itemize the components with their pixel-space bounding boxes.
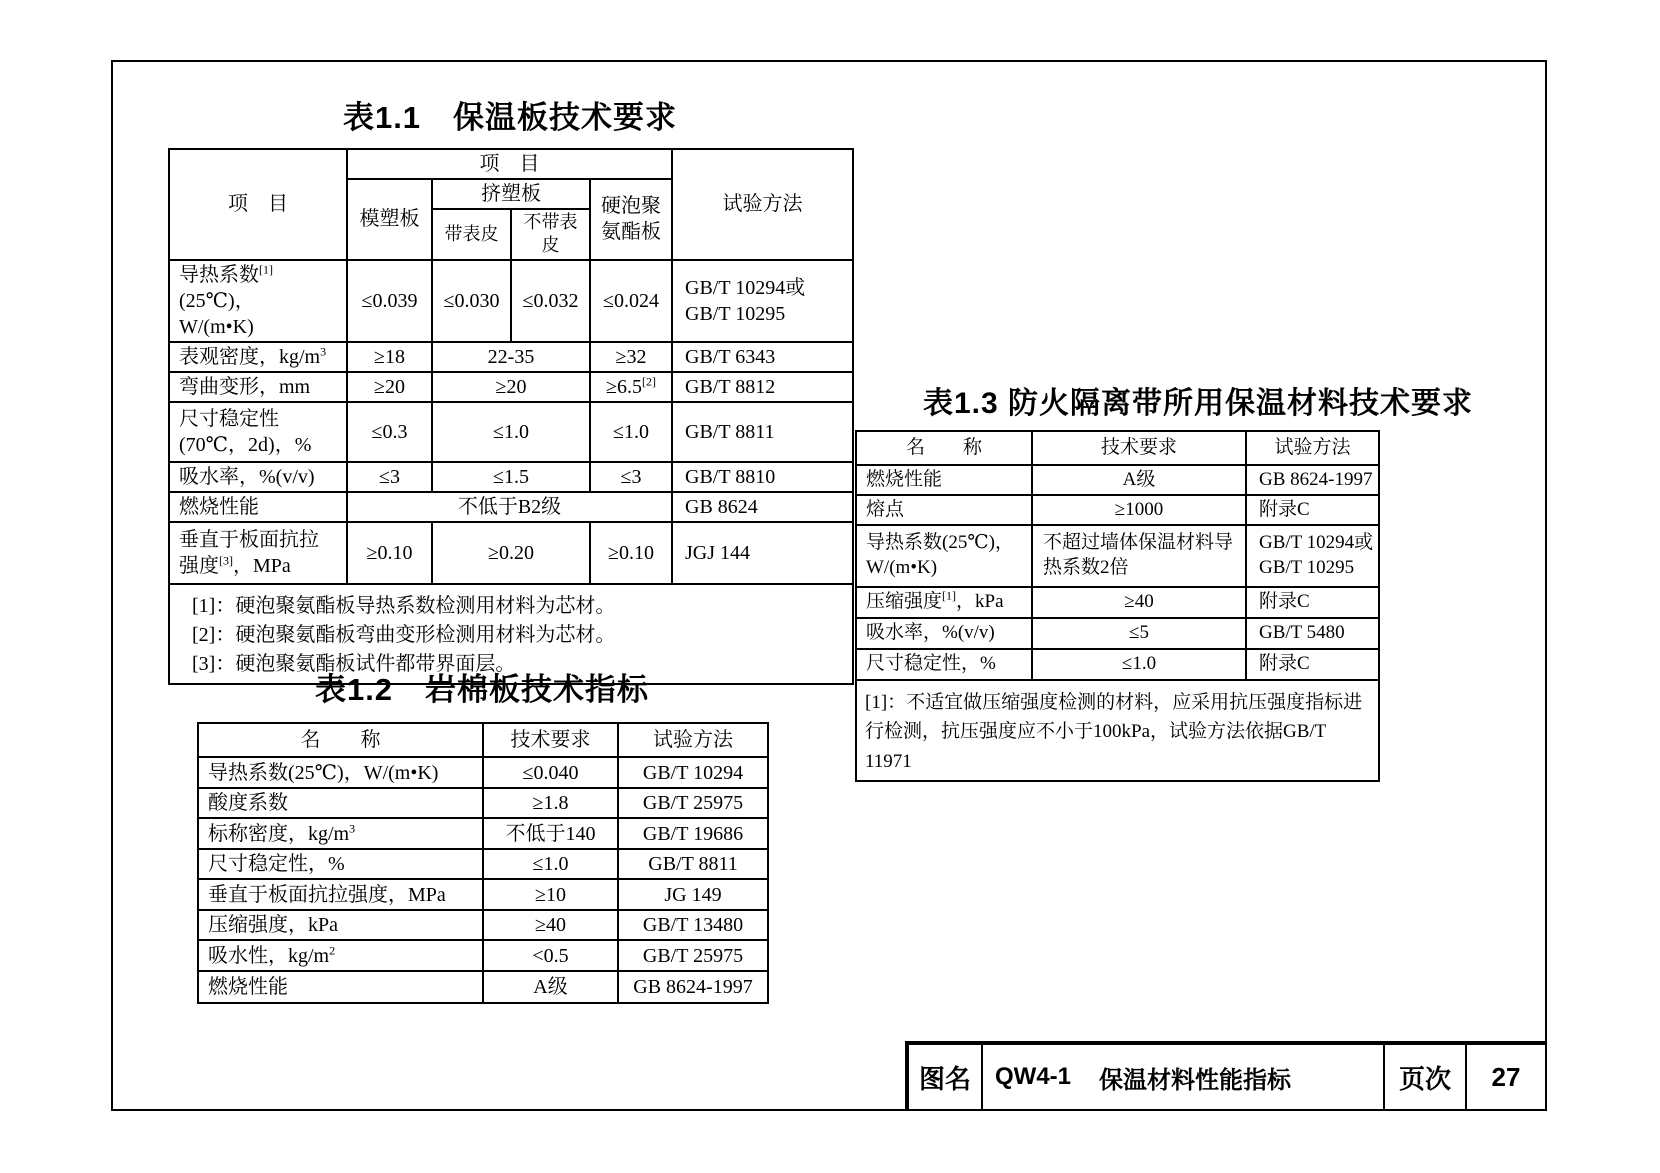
table-row — [198, 879, 768, 910]
table-row — [198, 757, 768, 788]
cell-method: GB/T 8811 — [618, 849, 768, 879]
col-header-name: 名 称 — [856, 431, 1032, 465]
table-row — [856, 465, 1379, 495]
cell-value: ≥32 — [590, 342, 672, 372]
table-row — [198, 818, 768, 849]
cell-value: ≥10 — [483, 879, 618, 910]
drawing-number: QW4-1 — [995, 1063, 1072, 1090]
table-1-3 — [855, 430, 1380, 782]
table-row — [169, 402, 853, 462]
cell-value: ≥18 — [347, 342, 432, 372]
cell-value: ≥20 — [347, 372, 432, 402]
cell-method: GB/T 8811 — [672, 402, 853, 462]
table-row — [856, 618, 1379, 649]
cell-name: 吸水率，%(v/v) — [169, 462, 347, 492]
cell-name: 尺寸稳定性，% — [856, 649, 1032, 680]
cell-method: GB 8624 — [672, 492, 853, 522]
cell-value: ≥0.10 — [590, 522, 672, 584]
table2-title: 表1.2 岩棉板技术指标 — [314, 672, 650, 707]
cell-value: ≤1.5 — [432, 462, 590, 492]
drawing-name-label: 图名 — [918, 1063, 971, 1094]
col-header-requirement: 技术要求 — [483, 723, 618, 757]
cell-name: 燃烧性能 — [169, 492, 347, 522]
cell-method: JG 149 — [618, 879, 768, 910]
cell-value: ≤5 — [1032, 618, 1246, 649]
cell-name: 垂直于板面抗拉强度，MPa — [198, 879, 483, 910]
table-row — [169, 462, 853, 492]
cell-method: GB 8624-1997 — [618, 971, 768, 1003]
cell-name: 尺寸稳定性，% — [198, 849, 483, 879]
footnote-1: [1]：硬泡聚氨酯板导热系数检测用材料为芯材。 — [192, 594, 616, 617]
cell-value: ≤1.0 — [590, 402, 672, 462]
footnote-line-2: 行检测，抗压强度应不小于100kPa，试验方法依据GB/T 11971 — [865, 721, 1326, 772]
table-row — [169, 492, 853, 522]
cell-method: JGJ 144 — [672, 522, 853, 584]
table-row — [169, 342, 853, 372]
cell-value: 22-35 — [432, 342, 590, 372]
col-header-method: 试验方法 — [672, 149, 853, 260]
table-row — [169, 149, 853, 179]
table-row — [169, 372, 853, 402]
cell-name: 酸度系数 — [198, 788, 483, 818]
table-row — [856, 587, 1379, 618]
drawing-title-cell — [981, 1045, 1383, 1109]
cell-value: ≤3 — [590, 462, 672, 492]
cell-name: 压缩强度，kPa — [198, 910, 483, 940]
cell-name: 燃烧性能 — [856, 465, 1032, 495]
cell-method: GB/T 10294或 GB/T 10295 — [672, 260, 853, 342]
table-row — [198, 910, 768, 940]
cell-value: ≤0.3 — [347, 402, 432, 462]
table-row — [198, 788, 768, 818]
table-1-2 — [197, 722, 769, 1004]
footnote-3: [3]：硬泡聚氨酯板试件都带界面层。 — [192, 652, 516, 675]
col-header-pu: 硬泡聚 氨酯板 — [590, 179, 672, 260]
cell-method: GB 8624-1997 — [1246, 465, 1379, 495]
col-header-moulded: 模塑板 — [347, 179, 432, 260]
col-header-with-skin: 带表皮 — [432, 209, 511, 260]
table-row — [198, 849, 768, 879]
footnote-line-1: [1]：不适宜做压缩强度检测的材料，应采用抗压强度指标进 — [865, 692, 1363, 713]
col-header-item-group: 项 目 — [347, 149, 672, 179]
col-header-name: 名 称 — [198, 723, 483, 757]
cell-method: GB/T 8812 — [672, 372, 853, 402]
cell-value: ≤0.040 — [483, 757, 618, 788]
cell-name: 导热系数(25℃)， W/(m•K) — [856, 525, 1032, 587]
table-row — [169, 522, 853, 584]
cell-value: ≤1.0 — [432, 402, 590, 462]
cell-method: GB/T 19686 — [618, 818, 768, 849]
cell-value: ≤0.032 — [511, 260, 590, 342]
cell-name: 弯曲变形，mm — [169, 372, 347, 402]
table-row — [856, 680, 1379, 781]
cell-value: ≥0.20 — [432, 522, 590, 584]
cell-value: <0.5 — [483, 940, 618, 971]
cell-value: ≥0.10 — [347, 522, 432, 584]
cell-name: 熔点 — [856, 495, 1032, 525]
cell-name: 标称密度，$kg/m^3$ — [198, 818, 483, 849]
cell-method: GB/T 13480 — [618, 910, 768, 940]
footnote-2: [2]：硬泡聚氨酯板弯曲变形检测用材料为芯材。 — [192, 623, 616, 646]
cell-method: 附录C — [1246, 495, 1379, 525]
cell-value: ≤0.030 — [432, 260, 511, 342]
cell-value: 不低于B2级 — [347, 492, 672, 522]
table1-title: 表1.1 保温板技术要求 — [342, 100, 678, 135]
cell-value: ≤0.024 — [590, 260, 672, 342]
cell-method: GB/T 8810 — [672, 462, 853, 492]
cell-method: GB/T 10294或 GB/T 10295 — [1246, 525, 1379, 587]
cell-name: 燃烧性能 — [198, 971, 483, 1003]
cell-method: GB/T 5480 — [1246, 618, 1379, 649]
col-header-requirement: 技术要求 — [1032, 431, 1246, 465]
col-header-item: 项 目 — [169, 149, 347, 260]
cell-name: 导热系数[1](25℃)， W/(m•K) — [169, 260, 347, 342]
fire-barrier-table — [855, 430, 1380, 782]
cell-value: ≥40 — [1032, 587, 1246, 618]
cell-name: 尺寸稳定性 (70℃，2d)，% — [169, 402, 347, 462]
cell-method: GB/T 25975 — [618, 788, 768, 818]
table3-footnote — [856, 680, 1379, 781]
table-row — [198, 971, 768, 1003]
cell-method: 附录C — [1246, 649, 1379, 680]
cell-value: ≥20 — [432, 372, 590, 402]
cell-value: A级 — [483, 971, 618, 1003]
cell-value: ≤0.039 — [347, 260, 432, 342]
cell-method: GB/T 6343 — [672, 342, 853, 372]
cell-value: ≥1000 — [1032, 495, 1246, 525]
cell-method: 附录C — [1246, 587, 1379, 618]
col-header-extruded: 挤塑板 — [432, 179, 590, 209]
col-header-method: 试验方法 — [618, 723, 768, 757]
title-block — [905, 1041, 1545, 1109]
insulation-board-table — [168, 148, 854, 685]
cell-value: ≥1.8 — [483, 788, 618, 818]
table-row — [856, 431, 1379, 465]
table-row — [198, 940, 768, 971]
rock-wool-table — [197, 722, 769, 1004]
cell-name: 吸水率，%(v/v) — [856, 618, 1032, 649]
cell-name: 垂直于板面抗拉 强度[3]，MPa — [169, 522, 347, 584]
drawing-title: 保温材料性能指标 — [1099, 1066, 1292, 1094]
cell-method: GB/T 25975 — [618, 940, 768, 971]
table-row — [198, 723, 768, 757]
cell-value: ≥6.5[2] — [590, 372, 672, 402]
cell-value: ≤1.0 — [483, 849, 618, 879]
page-label: 页次 — [1383, 1045, 1465, 1109]
cell-value: 不超过墙体保温材料导 热系数2倍 — [1032, 525, 1246, 587]
page-number: 27 — [1465, 1045, 1545, 1109]
cell-name: 导热系数(25℃)，W/(m•K) — [198, 757, 483, 788]
cell-name: 压缩强度[1]，kPa — [856, 587, 1032, 618]
table-row — [856, 495, 1379, 525]
cell-value: ≥40 — [483, 910, 618, 940]
cell-value: A级 — [1032, 465, 1246, 495]
cell-value: ≤1.0 — [1032, 649, 1246, 680]
col-header-without-skin: 不带表皮 — [511, 209, 590, 260]
cell-value: 不低于140 — [483, 818, 618, 849]
table-row — [856, 525, 1379, 587]
cell-value: ≤3 — [347, 462, 432, 492]
col-header-method: 试验方法 — [1246, 431, 1379, 465]
cell-name: 吸水性，$kg/m^2$ — [198, 940, 483, 971]
table-row — [169, 260, 853, 342]
table-1-1 — [168, 148, 854, 685]
cell-method: GB/T 10294 — [618, 757, 768, 788]
table3-title: 表1.3 防火隔离带所用保温材料技术要求 — [922, 387, 1474, 420]
cell-name: 表观密度，$kg/m^3$ — [169, 342, 347, 372]
table-row — [856, 649, 1379, 680]
